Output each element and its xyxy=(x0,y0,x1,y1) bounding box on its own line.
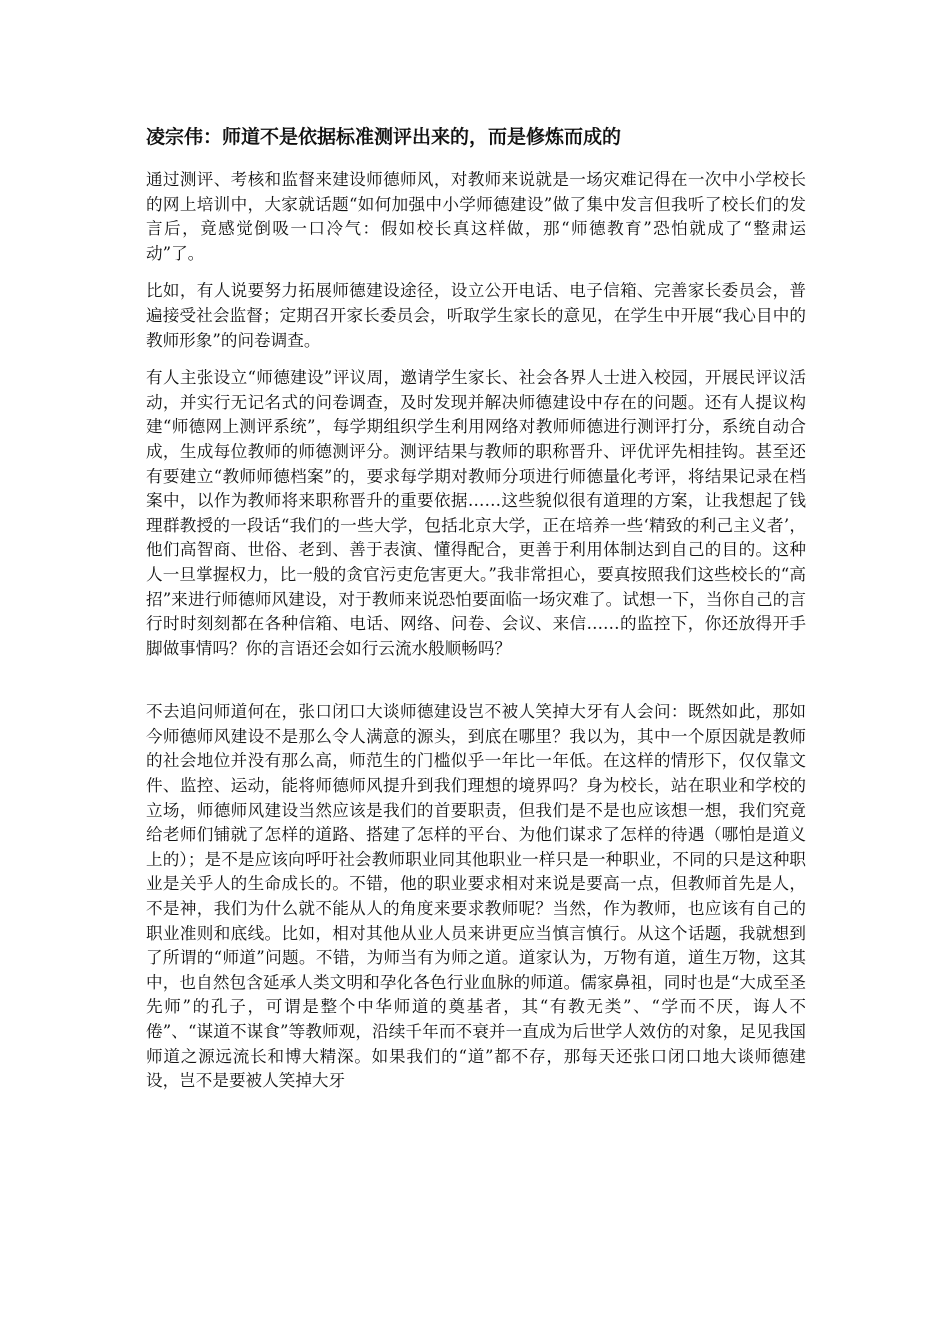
document-page xyxy=(146,122,806,1107)
paragraph-3: 有人主张设立“师德建设”评议周，邀请学生家长、社会各界人士进入校园，开展民评议活动，并实行无记名式的问卷调查，及时发现并解决师德建设中存在的问题。还有人提议构建“师德网上测评系统”，每学期组织学生利用网络对教师师德进行测评打分，系统自动合成，生成每位教师的师德测评分。测评结果与教师的职称晋升、评优评先相挂钩。甚至还有要建立“教师师德档案”的，要求每学期对教师分项进行师德量化考评，将结果记录在档案中，以作为教师将来职称晋升的重要依据……这些貌似很有道理的方案，让我想起了钱理群教授的一段话“我们的一些大学，包括北京大学，正在培养一些‘精致的利己主义者’，他们高智商、世俗、老到、善于表演、懂得配合，更善于利用体制达到自己的目的。这种人一旦掌握权力，比一般的贪官污吏危害更大。”我非常担心，要真按照我们这些校长的“高招”来进行师德师风建设，对于教师来说恐怕要面临一场灾难了。试想一下，当你自己的言行时时刻刻都在各种信箱、电话、网络、问卷、会议、来信……的监控下，你还放得开手脚做事情吗？你的言语还会如行云流水般顺畅吗？ xyxy=(146,368,806,658)
section-spacer xyxy=(146,674,806,700)
paragraph-1: 通过测评、考核和监督来建设师德师风，对教师来说就是一场灾难记得在一次中小学校长的网上培训中，大家就话题“如何加强中小学师德建设”做了集中发言但我听了校长们的发言后，竟感觉倒吸一口冷气：假如校长真这样做，那“师德教育”恐怕就成了“整肃运动”了。 xyxy=(146,170,806,263)
paragraph-4: 不去追问师道何在，张口闭口大谈师德建设岂不被人笑掉大牙有人会问：既然如此，那如今师德师风建设不是那么令人满意的源头，到底在哪里？我以为，其中一个原因就是教师的社会地位并没有那么高，师范生的门槛似乎一年比一年低。在这样的情形下，仅仅靠文件、监控、运动，能将师德师风提升到我们理想的境界吗？身为校长，站在职业和学校的立场，师德师风建设当然应该是我们的首要职责，但我们是不是也应该想一想，我们究竟给老师们铺就了怎样的道路、搭建了怎样的平台、为他们谋求了怎样的待遇（哪怕是道义上的）；是不是应该向呼吁社会教师职业同其他职业一样只是一种职业，不同的只是这种职业是关乎人的生命成长的。不错，他的职业要求相对来说是要高一点，但教师首先是人，不是神，我们为什么就不能从人的角度来要求教师呢？当然，作为教师，也应该有自己的职业准则和底线。比如，相对其他从业人员来讲更应当慎言慎行。从这个话题，我就想到了所谓的“师道”问题。不错，为师当有为师之道。道家认为，万物有道，道生万物，这其中，也自然包含延承人类文明和孕化各色行业血脉的师道。儒家鼻祖，同时也是“大成至圣先师”的孔子，可谓是整个中华师道的奠基者，其“有教无类”、“学而不厌，诲人不倦”、“谋道不谋食”等教师观，沿续千年而不衰并一直成为后世学人效仿的对象，足见我国师道之源远流长和博大精深。如果我们的“道”都不存，那每天还张口闭口地大谈师德建设，岂不是要被人笑掉大牙 xyxy=(146,702,806,1091)
paragraph-2: 比如，有人说要努力拓展师德建设途径，设立公开电话、电子信箱、完善家长委员会，普遍接受社会监督；定期召开家长委员会，听取学生家长的意见，在学生中开展“我心目中的教师形象”的问卷调查。 xyxy=(146,281,806,350)
article-title: 凌宗伟：师道不是依据标准测评出来的，而是修炼而成的 xyxy=(146,126,622,148)
